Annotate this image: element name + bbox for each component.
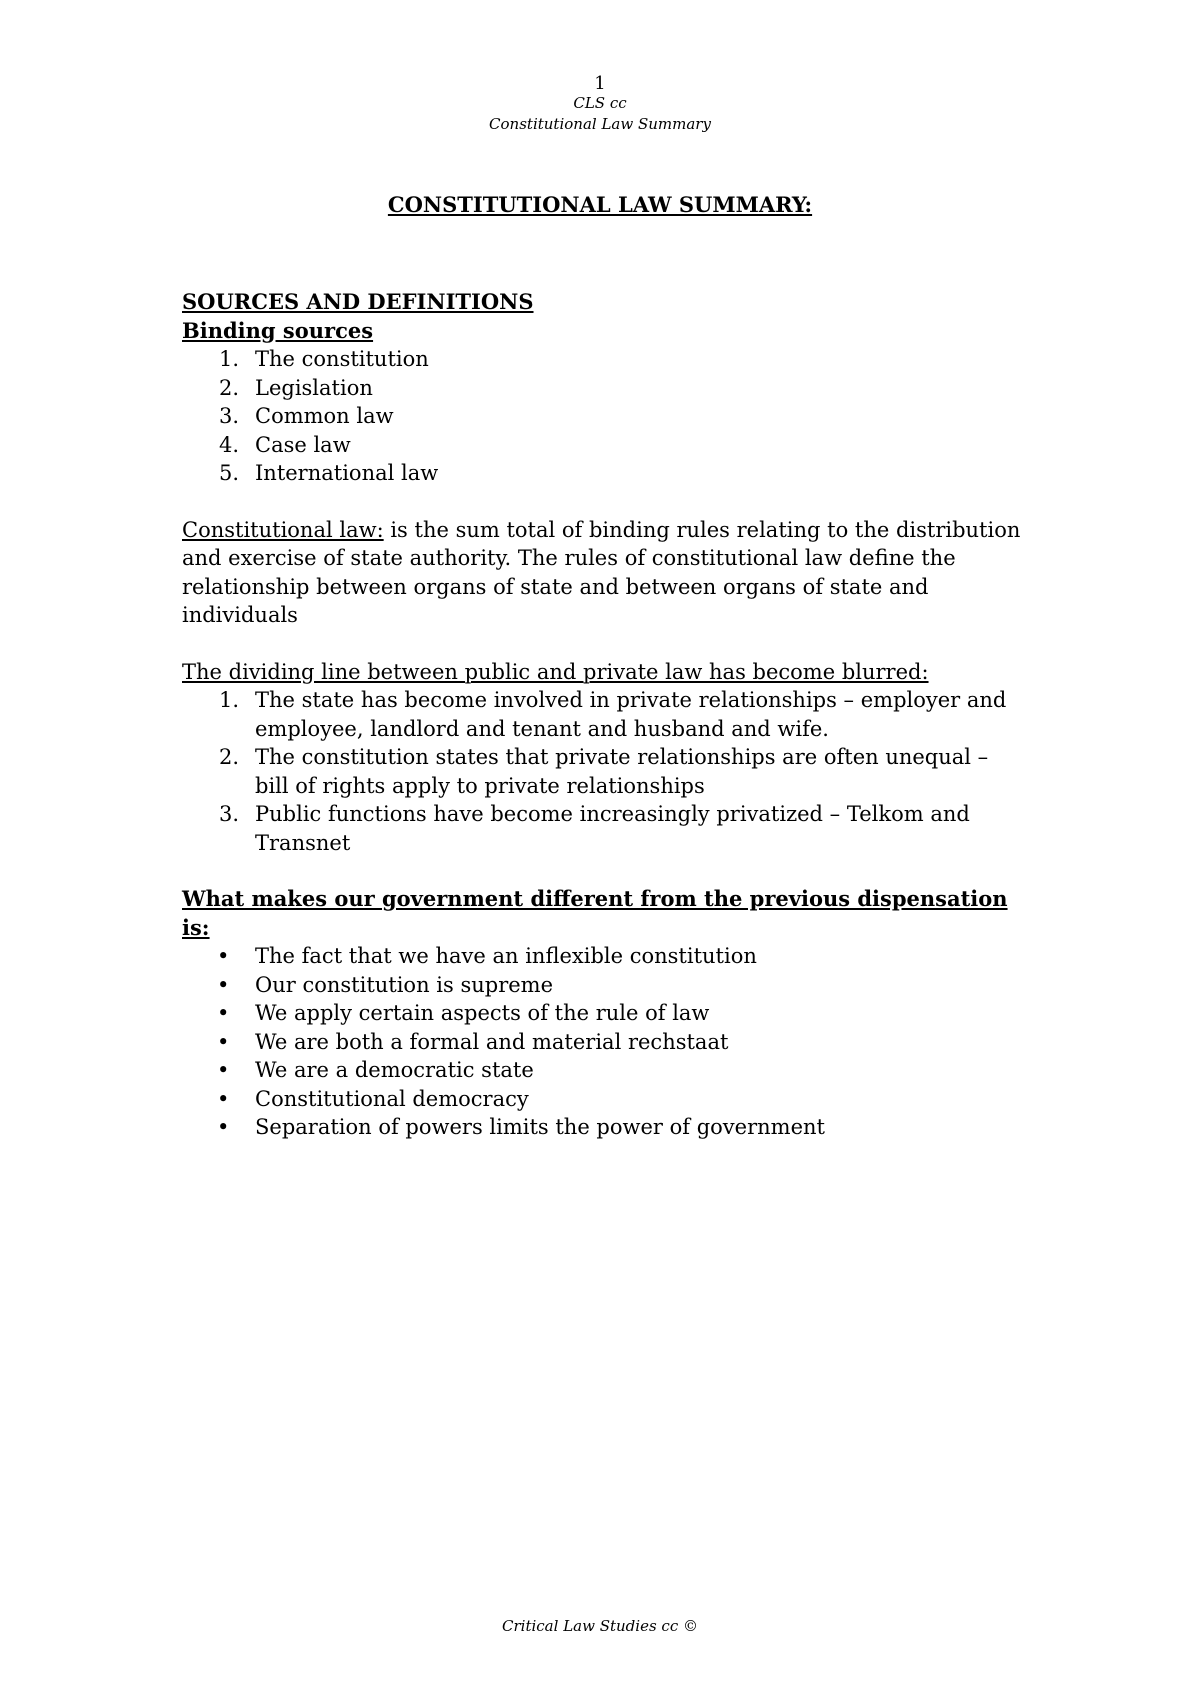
document-content [182,288,1022,1142]
paragraph-spacing [182,488,1022,516]
list-item-text: Case law [255,432,351,457]
government-difference-list [182,942,1022,1142]
bullet-icon: • [217,1086,230,1111]
list-item-text: Public functions have become increasingly privatized – Telkom and Transnet [255,802,970,855]
definition-term: Constitutional law: [182,517,384,542]
bullet-icon: • [217,1029,230,1054]
list-item [182,800,1022,857]
government-difference-heading: What makes our government different from the previous dispensation is: [182,886,1008,940]
list-item [182,431,1022,460]
list-item [182,971,1022,1000]
list-number: 2. [219,375,240,400]
list-item-text: We are a democratic state [255,1058,534,1082]
list-item-text: International law [255,461,439,485]
list-item-text: Common law [255,404,394,428]
binding-sources-heading: Binding sources [182,317,374,343]
list-item-text: Legislation [255,375,373,400]
list-item [182,1056,1022,1085]
list-item [182,942,1022,971]
list-item-text: We apply certain aspects of the rule of law [255,1001,710,1025]
list-item [182,374,1022,403]
list-item [182,402,1022,431]
running-title: CLS cc [573,94,627,112]
bullet-icon: • [217,1058,230,1082]
bullet-icon: • [217,972,230,997]
paragraph-spacing [182,857,1022,885]
definition-text: is the sum total of binding rules relating to the distribution and exercise of state authority. The rules of constitutional law define the relationship between organs of state and between organs of state and individuals [182,517,1021,627]
page-number: 1 [594,73,606,94]
bullet-icon: • [217,1115,230,1139]
list-number: 1. [219,347,240,371]
list-number: 1. [219,688,240,712]
list-item [182,345,1022,374]
document-title: CONSTITUTIONAL LAW SUMMARY: [387,192,813,218]
list-item [182,686,1022,743]
list-item-text: The state has become involved in private relationships – employer and employee, landlord and tenant and husband and wife. [255,688,1007,741]
list-item [182,1113,1022,1142]
list-item [182,999,1022,1028]
constitutional-law-definition [182,516,1022,630]
list-item-text: The fact that we have an inflexible constitution [255,944,757,968]
list-number: 4. [219,432,240,457]
list-number: 3. [219,404,240,428]
list-item [182,743,1022,800]
list-item-text: The constitution states that private relationships are often unequal – bill of rights apply to private relationships [255,745,989,798]
list-item-text: Our constitution is supreme [255,972,553,997]
footer-copyright: Critical Law Studies cc © [502,1617,698,1635]
list-number: 2. [219,745,240,769]
list-item [182,1028,1022,1057]
list-item-text: Separation of powers limits the power of government [255,1115,825,1139]
running-subtitle: Constitutional Law Summary [489,115,711,133]
list-item [182,459,1022,488]
binding-sources-list [182,345,1022,488]
list-number: 5. [219,461,240,485]
list-item-text: We are both a formal and material rechstaat [255,1029,729,1054]
paragraph-spacing [182,630,1022,658]
bullet-icon: • [217,1001,230,1025]
dividing-line-list [182,686,1022,857]
list-number: 3. [219,802,240,826]
dividing-line-heading: The dividing line between public and private law has become blurred: [182,659,929,684]
bullet-icon: • [217,944,230,968]
list-item [182,1085,1022,1114]
list-item-text: Constitutional democracy [255,1086,529,1111]
sources-section-heading: SOURCES AND DEFINITIONS [182,289,534,314]
list-item-text: The constitution [255,347,429,371]
